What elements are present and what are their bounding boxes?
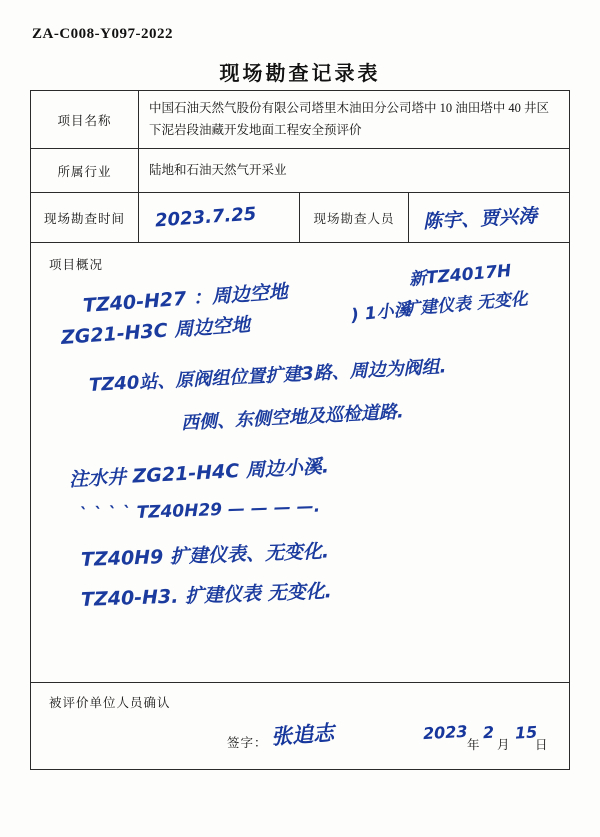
document-code: ZA-C008-Y097-2022 [32,26,173,42]
project-overview-row [31,243,569,683]
overview-handwriting-line: ZG21-H3C 周边空地 [60,313,251,349]
confirmation-row [31,683,569,769]
project-overview-label: 项目概况 [49,258,104,272]
signature-handwriting: 张追志 [270,720,335,750]
date-year-unit: 年 [467,738,480,752]
overview-handwriting-line: ) 1小溪 [350,299,412,326]
survey-time-handwriting: 2023.7.25 [154,203,257,232]
industry-value: 陆地和石油天然气开采业 [149,162,287,177]
overview-handwriting-line: 西侧、东侧空地及巡检道路. [180,401,405,434]
confirmation-label: 被评价单位人员确认 [49,696,171,710]
table-row [31,193,569,243]
overview-handwriting-line: TZ40-H27 ：周边空地 [82,280,289,317]
overview-handwriting-line: 注水井 ZG21-H4C 周边小溪. [68,455,330,491]
survey-person-label: 现场勘查人员 [299,193,409,242]
survey-time-label: 现场勘查时间 [31,193,139,242]
table-row [31,91,569,149]
date-month-handwriting: 2 [482,722,495,743]
survey-person-value-cell [409,193,569,242]
project-name-value: 中国石油天然气股份有限公司塔里木油田分公司塔中 10 油田塔中 40 井区下泥岩段油藏开发地面工程安全预评价 [149,101,550,137]
overview-handwriting-line: TZ40H9 扩建仪表、无变化. [80,540,330,571]
date-month-unit: 月 [497,738,510,752]
survey-person-handwriting: 陈宇、贾兴涛 [422,205,538,233]
survey-record-table [30,90,570,770]
overview-handwriting-line: 扩建仪表 无变化 [402,289,529,320]
overview-handwriting-line: ` ` ` ` TZ40H29 — — — —. [78,496,321,525]
project-name-label: 项目名称 [31,91,139,148]
overview-handwriting-line: TZ40站、原阀组位置扩建3路、周边为阀组. [88,356,447,396]
page-title: 现场勘查记录表 [219,63,381,85]
overview-handwriting-line: TZ40-H3. 扩建仪表 无变化. [80,580,333,611]
date-day-handwriting: 15 [514,722,538,743]
industry-label: 所属行业 [31,149,139,192]
survey-time-value-cell [139,193,299,242]
overview-handwriting-line: 新TZ4017H [408,261,513,290]
date-year-handwriting: 2023 [422,721,468,744]
date-day-unit: 日 [535,738,548,752]
signature-label: 签字： [227,736,268,750]
table-row [31,149,569,193]
